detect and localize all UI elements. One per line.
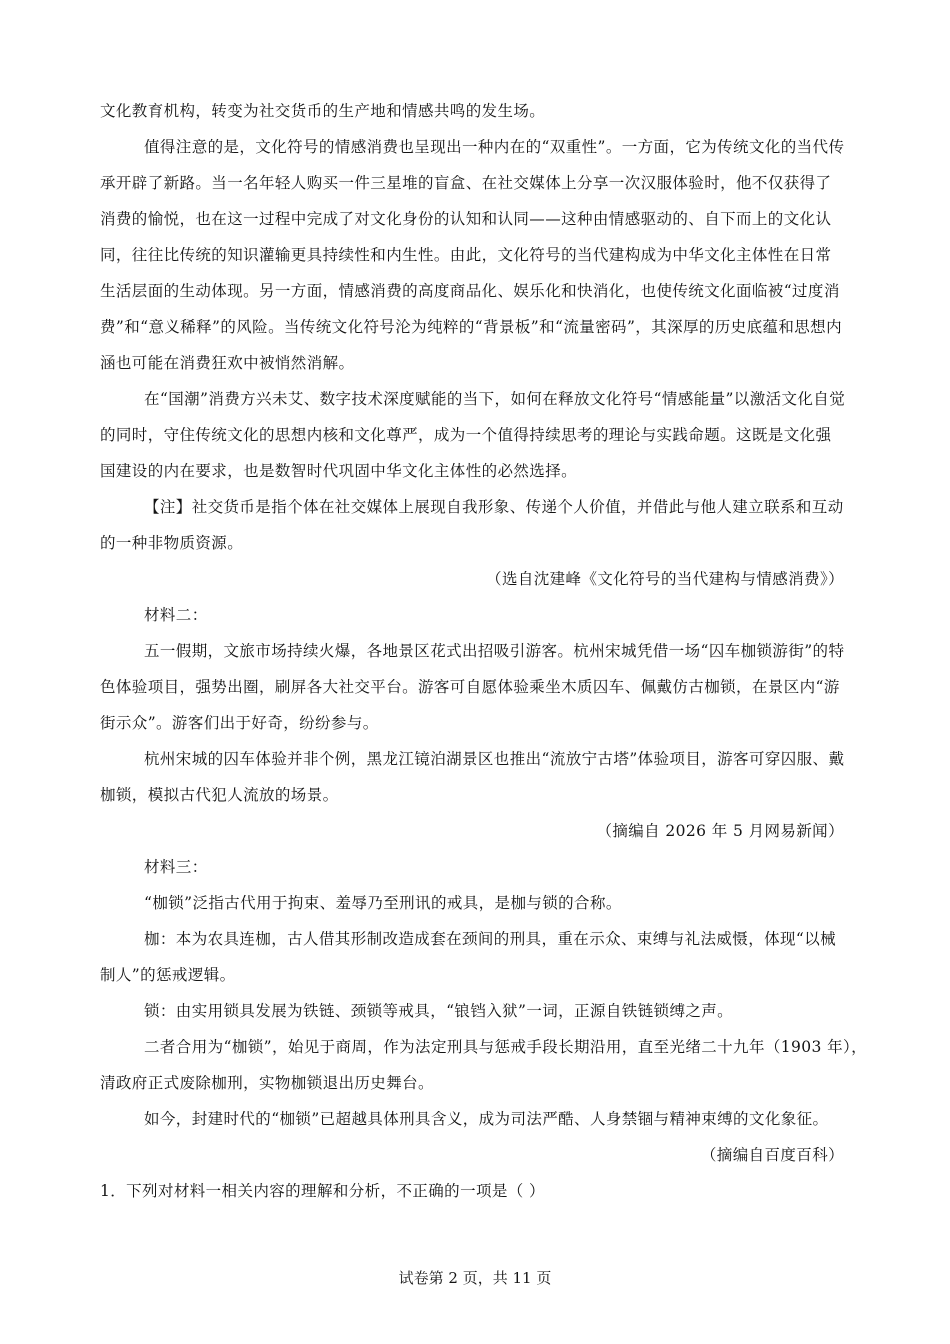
source-citation: （摘编自百度百科） [700, 1146, 844, 1164]
material-heading: 材料三： [144, 858, 208, 876]
source-citation: （选自沈建峰《文化符号的当代建构与情感消费》） [486, 570, 844, 588]
source-citation: （摘编自 2026 年 5 月网易新闻） [596, 822, 844, 840]
paragraph-line: 清政府正式废除枷刑，实物枷锁退出历史舞台。 [100, 1074, 434, 1092]
paragraph-line: 的同时，守住传统文化的思想内核和文化尊严，成为一个值得持续思考的理论与实践命题。这既是文化强 [100, 426, 832, 444]
paragraph-line: 如今，封建时代的“枷锁”已超越具体刑具含义，成为司法严酷、人身禁锢与精神束缚的文化象征。 [144, 1110, 829, 1128]
paragraph-line: 制人”的惩戒逻辑。 [100, 966, 236, 984]
page-footer: 试卷第 2 页，共 11 页 [398, 1269, 552, 1287]
paragraph-line: 消费的愉悦，也在这一过程中完成了对文化身份的认知和认同——这种由情感驱动的、自下而上的文化认 [100, 210, 832, 228]
paragraph-line: 文化教育机构，转变为社交货币的生产地和情感共鸣的发生场。 [100, 102, 546, 120]
paragraph-line: 同，往往比传统的知识灌输更具持续性和内生性。由此，文化符号的当代建构成为中华文化主体性在日常 [100, 246, 832, 264]
paragraph-line: 涵也可能在消费狂欢中被悄然消解。 [100, 354, 355, 372]
paragraph-line: 枷锁，模拟古代犯人流放的场景。 [100, 786, 339, 804]
paragraph-line: 锁：由实用锁具发展为铁链、颈锁等戒具，“锒铛入狱”一词，正源自铁链锁缚之声。 [144, 1002, 734, 1020]
paragraph-line: 值得注意的是，文化符号的情感消费也呈现出一种内在的“双重性”。一方面，它为传统文化的当代传 [144, 138, 845, 156]
note-line: 的一种非物质资源。 [100, 534, 244, 552]
paragraph-line: 五一假期，文旅市场持续火爆，各地景区花式出招吸引游客。杭州宋城凭借一场“囚车枷锁游街”的特 [144, 642, 845, 660]
paragraph-line: 生活层面的生动体现。另一方面，情感消费的高度商品化、娱乐化和快消化，也使传统文化面临被“过度消 [100, 282, 840, 300]
paragraph-line: 二者合用为“枷锁”，始见于商周，作为法定刑具与惩戒手段长期沿用，直至光绪二十九年（1903 年）， [144, 1038, 868, 1056]
paragraph-line: 色体验项目，强势出圈，刷屏各大社交平台。游客可自愿体验乘坐木质囚车、佩戴仿古枷锁，在景区内“游 [100, 678, 840, 696]
paragraph-line: 费”和“意义稀释”的风险。当传统文化符号沦为纯粹的“背景板”和“流量密码”，其深厚的历史底蕴和思想内 [100, 318, 842, 336]
paragraph-line: “枷锁”泛指古代用于拘束、羞辱乃至刑讯的戒具，是枷与锁的合称。 [144, 894, 622, 912]
material-heading: 材料二： [144, 606, 208, 624]
paragraph-line: 杭州宋城的囚车体验并非个例，黑龙江镜泊湖景区也推出“流放宁古塔”体验项目，游客可穿囚服、戴 [144, 750, 845, 768]
question-text: 1．下列对材料一相关内容的理解和分析，不正确的一项是（ ） [100, 1182, 545, 1200]
paragraph-line: 街示众”。游客们出于好奇，纷纷参与。 [100, 714, 379, 732]
paragraph-line: 国建设的内在要求，也是数智时代巩固中华文化主体性的必然选择。 [100, 462, 578, 480]
paragraph-line: 承开辟了新路。当一名年轻人购买一件三星堆的盲盒、在社交媒体上分享一次汉服体验时，他不仅获得了 [100, 174, 832, 192]
paragraph-line: 枷：本为农具连枷，古人借其形制改造成套在颈间的刑具，重在示众、束缚与礼法威慑，体现“以械 [144, 930, 837, 948]
note-line: 【注】社交货币是指个体在社交媒体上展现自我形象、传递个人价值，并借此与他人建立联系和互动 [144, 498, 844, 516]
paragraph-line: 在“国潮”消费方兴未艾、数字技术深度赋能的当下，如何在释放文化符号“情感能量”以激活文化自觉 [144, 390, 846, 408]
